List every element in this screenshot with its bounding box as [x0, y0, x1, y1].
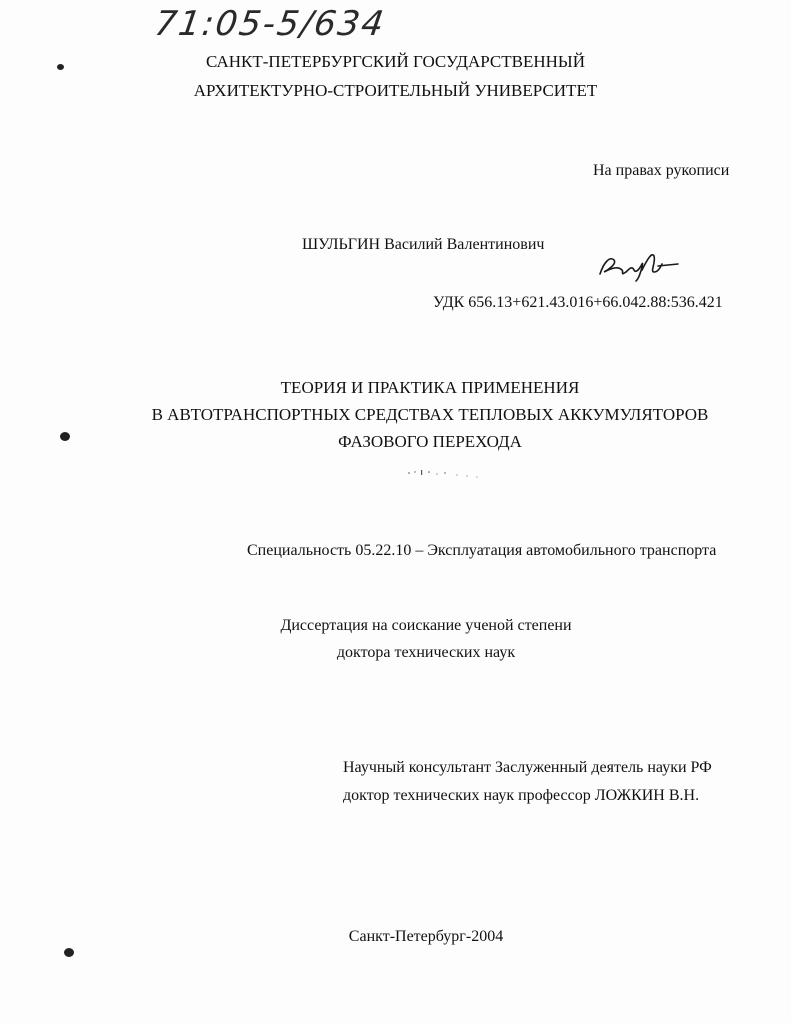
dissertation-degree-line1: Диссертация на соискание ученой степени	[280, 617, 572, 634]
manuscript-rights: На правах рукописи	[593, 162, 730, 179]
scan-speck	[57, 64, 64, 70]
thesis-title-line3: ФАЗОВОГО ПЕРЕХОДА	[338, 432, 522, 451]
scan-speck	[60, 432, 70, 441]
city-year: Санкт-Петербург-2004	[348, 928, 504, 945]
archive-number: 71:05-5/634	[152, 4, 389, 44]
udk-code: УДК 656.13+621.43.016+66.042.88:536.421	[433, 294, 723, 311]
dissertation-degree-line2: доктора технических наук	[336, 644, 516, 661]
university-name-line1: САНКТ-ПЕТЕРБУРГСКИЙ ГОСУДАРСТВЕННЫЙ	[205, 52, 585, 71]
consultant-line1: Научный консультант Заслуженный деятель науки РФ	[343, 759, 712, 776]
consultant-line2: доктор технических наук профессор ЛОЖКИН В.Н.	[343, 787, 700, 804]
author-name: ШУЛЬГИН Василий Валентинович	[302, 236, 545, 253]
scan-speck	[64, 948, 74, 957]
thesis-title-line1: ТЕОРИЯ И ПРАКТИКА ПРИМЕНЕНИЯ	[280, 378, 580, 397]
signature	[596, 248, 680, 282]
thesis-title-line2: В АВТОТРАНСПОРТНЫХ СРЕДСТВАХ ТЕПЛОВЫХ АККУМУЛЯТОРОВ	[151, 405, 709, 424]
specialty: Специальность 05.22.10 – Эксплуатация автомобильного транспорта	[247, 542, 717, 559]
university-name-line2: АРХИТЕКТУРНО-СТРОИТЕЛЬНЫЙ УНИВЕРСИТЕТ	[193, 81, 598, 100]
scan-noise	[405, 467, 505, 481]
